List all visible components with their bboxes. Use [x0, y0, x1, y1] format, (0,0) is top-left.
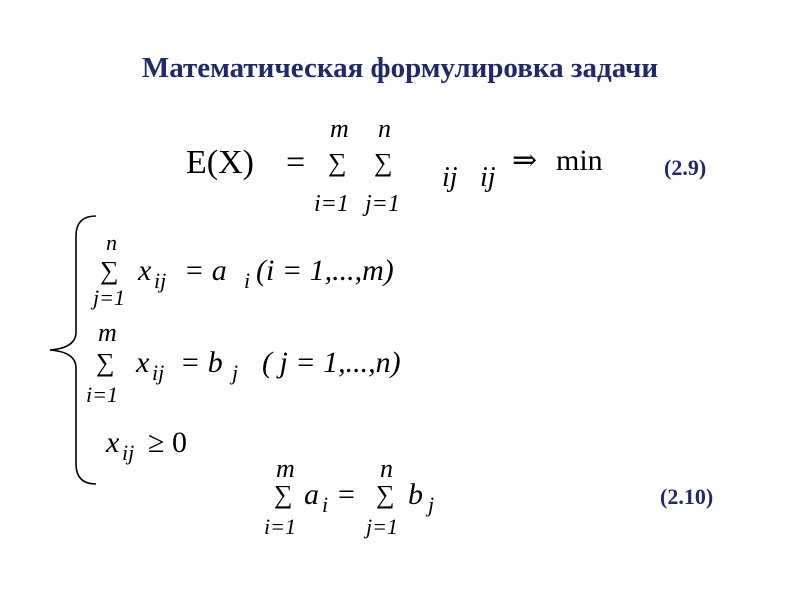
bal-right-upper: n: [380, 454, 393, 483]
sum2-upper: n: [378, 114, 391, 143]
c2-sum-lower: i=1: [86, 382, 118, 407]
left-brace-icon: [40, 212, 100, 488]
c2-x: x: [136, 346, 150, 379]
objective-target: min: [556, 144, 603, 177]
bal-left-lower: i=1: [264, 514, 296, 539]
bal-right-sub: j: [428, 492, 435, 517]
c3-x-sub: ij: [122, 440, 135, 465]
sum2-lower: j=1: [365, 191, 400, 217]
sum2-sigma: ∑: [374, 148, 393, 177]
c2-sum-upper: m: [98, 318, 117, 347]
page-title: Математическая формулировка задачи: [141, 52, 659, 84]
sum1-lower: i=1: [314, 191, 349, 217]
c1-sum-lower: j=1: [93, 285, 125, 310]
c1-range: (i = 1,...,m): [256, 254, 394, 287]
bal-left-sigma: ∑: [274, 480, 293, 509]
objective-term1: ij: [442, 162, 458, 193]
objective-term2: ij: [480, 162, 496, 193]
bal-right-lower: j=1: [366, 514, 398, 539]
c3-rhs: ≥ 0: [148, 426, 187, 459]
c2-rhs: = b: [180, 346, 223, 379]
c1-sum-upper: n: [106, 230, 117, 255]
c2-rhs-sub: j: [232, 360, 239, 385]
c2-sigma: ∑: [96, 348, 115, 377]
sum1-upper: m: [330, 114, 349, 143]
c3-x: x: [106, 426, 120, 459]
bal-left-upper: m: [276, 454, 295, 483]
bal-left-sub: i: [322, 492, 329, 517]
sum1-sigma: ∑: [328, 148, 347, 177]
bal-right-sigma: ∑: [376, 480, 395, 509]
objective-equals: =: [286, 144, 306, 181]
objective-lhs: E(X): [186, 144, 254, 181]
bal-left-term: a: [304, 478, 319, 511]
c2-x-sub: ij: [152, 360, 165, 385]
c1-sigma: ∑: [100, 256, 119, 285]
bal-equals: =: [338, 478, 355, 511]
c1-x-sub: ij: [154, 268, 167, 293]
c1-rhs: = a: [184, 254, 227, 287]
c2-range: ( j = 1,...,n): [262, 346, 401, 379]
c1-x: x: [138, 254, 152, 287]
equation-number-2-9: (2.9): [664, 155, 707, 180]
implies-arrow: ⇒: [512, 144, 538, 177]
bal-right-term: b: [408, 478, 423, 511]
c1-rhs-sub: i: [244, 268, 251, 293]
equation-number-2-10: (2.10): [660, 484, 714, 509]
